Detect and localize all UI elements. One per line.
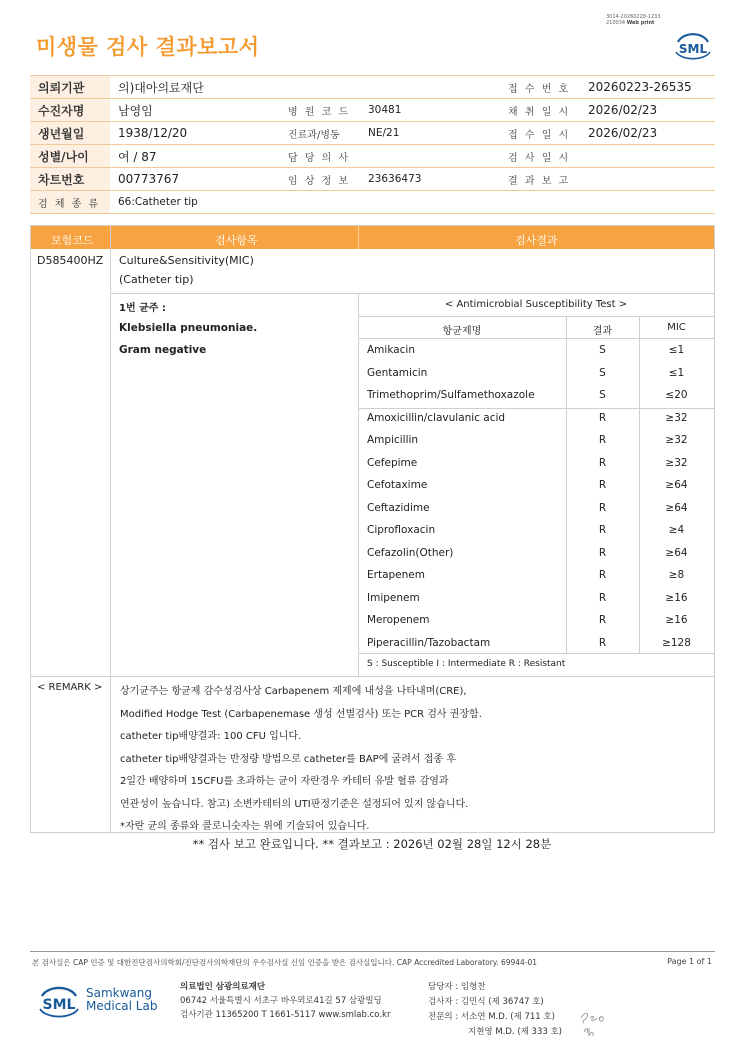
antibiotic-result: S [599,366,606,379]
antibiotic-name: Trimethoprim/Sulfamethoxazole [367,389,535,401]
antibiotic-mic: ≥32 [665,456,688,469]
patient-name-label: 수진자명 [30,99,110,122]
antibiotic-result: S [599,344,606,356]
antibiotic-name: Ciprofloxacin [367,524,436,536]
dob-value: 1938/12/20 [110,122,280,145]
antibiotic-name: Cefepime [367,456,418,469]
antibiotic-result: R [598,591,607,604]
test-specimen: (Catheter tip) [119,273,194,286]
remark-label: < REMARK > [37,682,103,693]
antibiotic-result: R [598,411,607,424]
antibiotic-mic: ≤1 [668,366,685,379]
sex-age-label: 성별/나이 [30,145,110,168]
staff-tester: 검사자 : 김민식 (제 36747 호) [428,997,544,1007]
antibiotic-result: R [598,479,607,491]
patient-name-value: 남영임 [110,99,280,122]
col-test-result: 검사결과 [515,234,558,247]
hospital-code-value: 30481 [360,99,500,122]
patient-info-table [30,75,715,214]
antibiotic-mic: ≤20 [665,389,688,401]
receipt-no-value: 20260223-26535 [580,76,715,99]
signature-image [578,1006,608,1040]
antibiotic-name: Cefazolin(Other) [367,546,454,559]
collect-date-label: 채 취 일 시 [500,99,580,122]
antibiotic-mic: ≥8 [668,569,685,581]
antibiotic-mic: ≥32 [665,434,688,446]
insurance-code: D585400HZ [37,254,104,267]
antibiotic-name: Cefotaxime [367,479,428,491]
staff-info [428,980,562,1040]
organism-name: Klebsiella pneumoniae. [119,322,258,334]
antibiotic-name: Ampicillin [367,434,419,446]
staff-specialist-1: 전문의 : 서소연 M.D. (제 711 호) [428,1012,555,1022]
ast-title: < Antimicrobial Susceptibility Test > [444,299,628,310]
doctor-label: 담 당 의 사 [280,145,360,168]
footer-logo-text: SML [42,997,76,1013]
specimen-value: 66:Catheter tip [110,191,715,214]
institution-info [180,980,390,1022]
sml-logo-icon [672,28,714,62]
antibiotic-name: Gentamicin [367,366,428,379]
antibiotic-name: Piperacillin/Tazobactam [367,636,491,649]
remark-line: 연관성이 높습니다. 참고) 소변카테터의 UTI판정기준은 설정되어 있지 않습니다. [120,798,469,810]
specimen-label: 검 체 종 류 [30,191,110,214]
antibiotic-result: R [598,501,607,514]
antibiotic-mic: ≤1 [668,344,685,356]
institution-contact: 검사기관 11365200 T 1661-5117 www.smlab.co.kr [180,1010,391,1020]
institution-name: 의료법인 삼광의료재단 [180,982,266,992]
col-insurance-code: 보험코드 [51,234,94,247]
antibiotic-mic: ≥128 [662,636,691,649]
remark-line: catheter tip배양결과: 100 CFU 입니다. [120,731,302,742]
antibiotic-mic: ≥64 [665,546,688,559]
client-label: 의뢰기관 [30,76,110,99]
samkwang-logo-icon [36,982,82,1020]
col-test-item: 검사항목 [215,234,258,247]
antibiotic-result: R [598,546,607,559]
print-id [606,14,661,26]
ast-legend: S : Susceptible I : Intermediate R : Resistant [367,659,566,669]
staff-manager: 담당자 : 임형찬 [428,982,486,992]
institution-address: 06742 서울특별시 서초구 바우뫼로41길 57 삼광빌딩 [180,996,382,1006]
antibiotic-mic: ≥4 [668,524,685,536]
client-value: 의)대아의료재단 [110,76,500,99]
print-id-secondary: 210034 [606,20,626,26]
results-table [30,225,715,833]
collect-date-value: 2026/02/23 [580,99,715,122]
receipt-no-label: 접 수 번 호 [500,76,580,99]
chart-no-label: 차트번호 [30,168,110,191]
print-type: Web print [626,20,655,26]
report-title: 미생물 검사 결과보고서 [36,35,260,59]
organism-number: 1번 균주 : [119,303,166,314]
staff-specialist-2: 지현영 M.D. (제 333 호) [468,1027,563,1037]
dob-label: 생년월일 [30,122,110,145]
antibiotic-name: Amikacin [367,344,416,356]
antibiotic-name: Ertapenem [367,569,425,581]
remark-line: *자란 균의 종류와 콜로니숫자는 위에 기술되어 있습니다. [120,821,370,832]
antibiotic-result: R [598,434,607,446]
antibiotic-mic: ≥64 [665,501,688,514]
completion-statement: ** 검사 보고 완료입니다. ** 결과보고 : 2026년 02월 28일 12시 28분 [192,837,552,851]
hospital-code-label: 병 원 코 드 [280,99,360,122]
dept-label: 진료과/병동 [280,122,360,145]
ast-col-drug: 항균제명 [442,326,482,337]
doctor-value [360,145,500,168]
logo-name-line1: Samkwang [86,986,152,1000]
sml-logo-text: SML [678,42,708,56]
print-id-number: 3014-20260228-1233 [606,14,661,20]
ast-col-mic: MIC [667,322,686,333]
logo-name-line2: Medical Lab [86,999,158,1013]
antibiotic-result: R [598,636,607,649]
certification-note: 본 검사실은 CAP 인증 및 대한진단검사의학회/진단검사의학재단의 우수검사실 신임 인증을 받은 검사실입니다. CAP Accredited Laboratory. 69944-01 [32,958,538,967]
antibiotic-name: Imipenem [367,591,420,604]
results-header [31,226,714,249]
clinical-info-label: 임 상 정 보 [280,168,360,191]
receipt-date-label: 접 수 일 시 [500,122,580,145]
antibiotic-name: Meropenem [367,614,430,626]
report-date-value [580,168,715,191]
antibiotic-result: R [598,569,607,581]
receipt-date-value: 2026/02/23 [580,122,715,145]
antibiotic-result: R [598,614,607,626]
antibiotic-name: Amoxicillin/clavulanic acid [367,411,506,424]
test-date-value [580,145,715,168]
remark-line: 2일간 배양하며 15CFU를 초과하는 균이 자란경우 카테터 유발 혈류 감염과 [120,776,449,787]
antibiotic-result: R [598,456,607,469]
antibiotic-result: R [598,524,607,536]
remark-line: catheter tip배양결과는 반정량 방법으로 catheter를 BAP에 굴려서 접종 후 [120,753,456,765]
test-name: Culture&Sensitivity(MIC) [119,254,254,267]
page-number: Page 1 of 1 [667,957,712,966]
antibiotic-mic: ≥16 [665,591,688,604]
test-date-label: 검 사 일 시 [500,145,580,168]
clinical-info-value: 23636473 [360,168,500,191]
logo-name [86,987,157,1013]
antibiotic-mic: ≥16 [665,614,688,626]
ast-col-result: 결과 [592,326,613,337]
sex-age-value: 여 / 87 [110,145,280,168]
chart-no-value: 00773767 [110,168,280,191]
antibiotic-mic: ≥32 [665,411,688,424]
footer-divider [30,951,715,952]
dept-value: NE/21 [360,122,500,145]
antibiotic-result: S [599,389,606,401]
report-date-label: 결 과 보 고 [500,168,580,191]
remark-line: Modified Hodge Test (Carbapenemase 생성 선별검사) 또는 PCR 검사 권장함. [120,708,482,720]
gram-stain: Gram negative [119,344,207,356]
antibiotic-mic: ≥64 [665,479,688,491]
antibiotic-name: Ceftazidime [367,501,430,514]
remark-line: 상기균주는 항균제 감수성검사상 Carbapenem 제제에 내성을 나타내며(CRE), [120,686,467,697]
